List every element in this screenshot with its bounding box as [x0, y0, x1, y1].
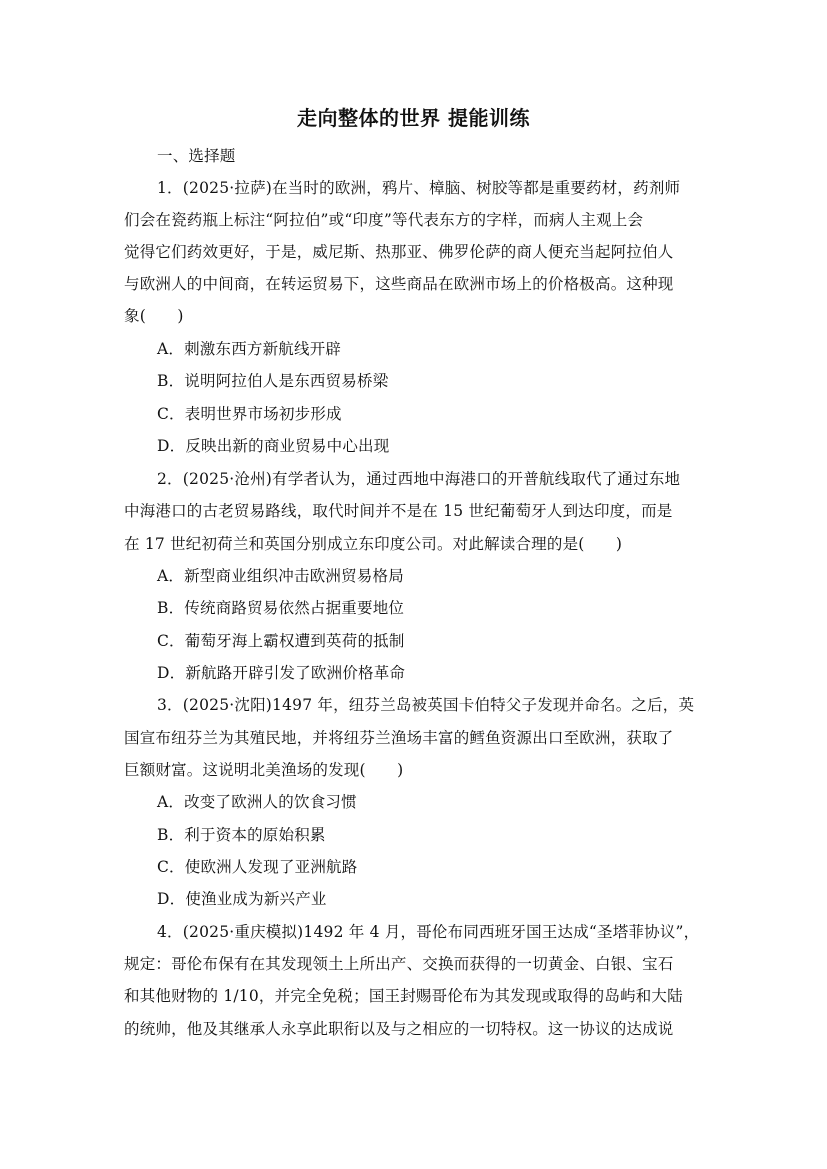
question-1-option-c: C．表明世界市场初步形成	[157, 405, 342, 423]
question-1-option-a: A．刺激东西方新航线开辟	[157, 340, 342, 358]
question-1-line-5: 象( )	[124, 307, 184, 325]
question-2-option-c: C．葡萄牙海上霸权遭到英荷的抵制	[157, 632, 405, 650]
question-1-line-4: 与欧洲人的中间商，在转运贸易下，这些商品在欧洲市场上的价格极高。这种现	[124, 275, 674, 293]
question-1-line-3: 觉得它们药效更好，于是，威尼斯、热那亚、佛罗伦萨的商人便充当起阿拉伯人	[124, 243, 674, 261]
question-3-option-a: A．改变了欧洲人的饮食习惯	[157, 793, 357, 811]
question-4-line-4: 的统帅，他及其继承人永享此职衔以及与之相应的一切特权。这一协议的达成说	[124, 1020, 674, 1038]
question-4-line-2: 规定：哥伦布保有在其发现领土上所出产、交换而获得的一切黄金、白银、宝石	[124, 955, 674, 973]
question-3-option-d: D．使渔业成为新兴产业	[157, 890, 327, 908]
section-heading: 一、选择题	[157, 147, 236, 165]
document-title: 走向整体的世界 提能训练	[297, 106, 530, 130]
question-2-line-1: 2．(2025·沧州)有学者认为，通过西地中海港口的开普航线取代了通过东地	[157, 470, 681, 488]
question-1-option-d: D．反映出新的商业贸易中心出现	[157, 437, 390, 455]
question-3-line-1: 3．(2025·沈阳)1497 年，纽芬兰岛被英国卡伯特父子发现并命名。之后，英	[157, 696, 695, 714]
question-2-line-3: 在 17 世纪初荷兰和英国分别成立东印度公司。对此解读合理的是( )	[124, 535, 623, 553]
question-2-option-a: A．新型商业组织冲击欧洲贸易格局	[157, 567, 404, 585]
question-3-option-c: C．使欧洲人发现了亚洲航路	[157, 858, 358, 876]
question-3-option-b: B．利于资本的原始积累	[157, 826, 326, 844]
question-2-option-b: B．传统商路贸易依然占据重要地位	[157, 599, 405, 617]
question-2-option-d: D．新航路开辟引发了欧洲价格革命	[157, 664, 406, 682]
question-3-line-2: 国宣布纽芬兰为其殖民地，并将纽芬兰渔场丰富的鳕鱼资源出口至欧洲，获取了	[124, 729, 674, 747]
question-1-option-b: B．说明阿拉伯人是东西贸易桥梁	[157, 372, 389, 390]
question-3-line-3: 巨额财富。这说明北美渔场的发现( )	[124, 761, 404, 779]
question-4-line-1: 4．(2025·重庆模拟)1492 年 4 月，哥伦布同西班牙国王达成“圣塔菲协议”，	[157, 923, 700, 941]
question-4-line-3: 和其他财物的 1/10，并完全免税；国王封赐哥伦布为其发现或取得的岛屿和大陆	[124, 987, 683, 1005]
question-1-line-2: 们会在瓷药瓶上标注“阿拉伯”或“印度”等代表东方的字样，而病人主观上会	[124, 211, 644, 229]
question-1-line-1: 1．(2025·拉萨)在当时的欧洲，鸦片、樟脑、树胶等都是重要药材，药剂师	[157, 179, 681, 197]
question-2-line-2: 中海港口的古老贸易路线，取代时间并不是在 15 世纪葡萄牙人到达印度，而是	[124, 502, 673, 520]
